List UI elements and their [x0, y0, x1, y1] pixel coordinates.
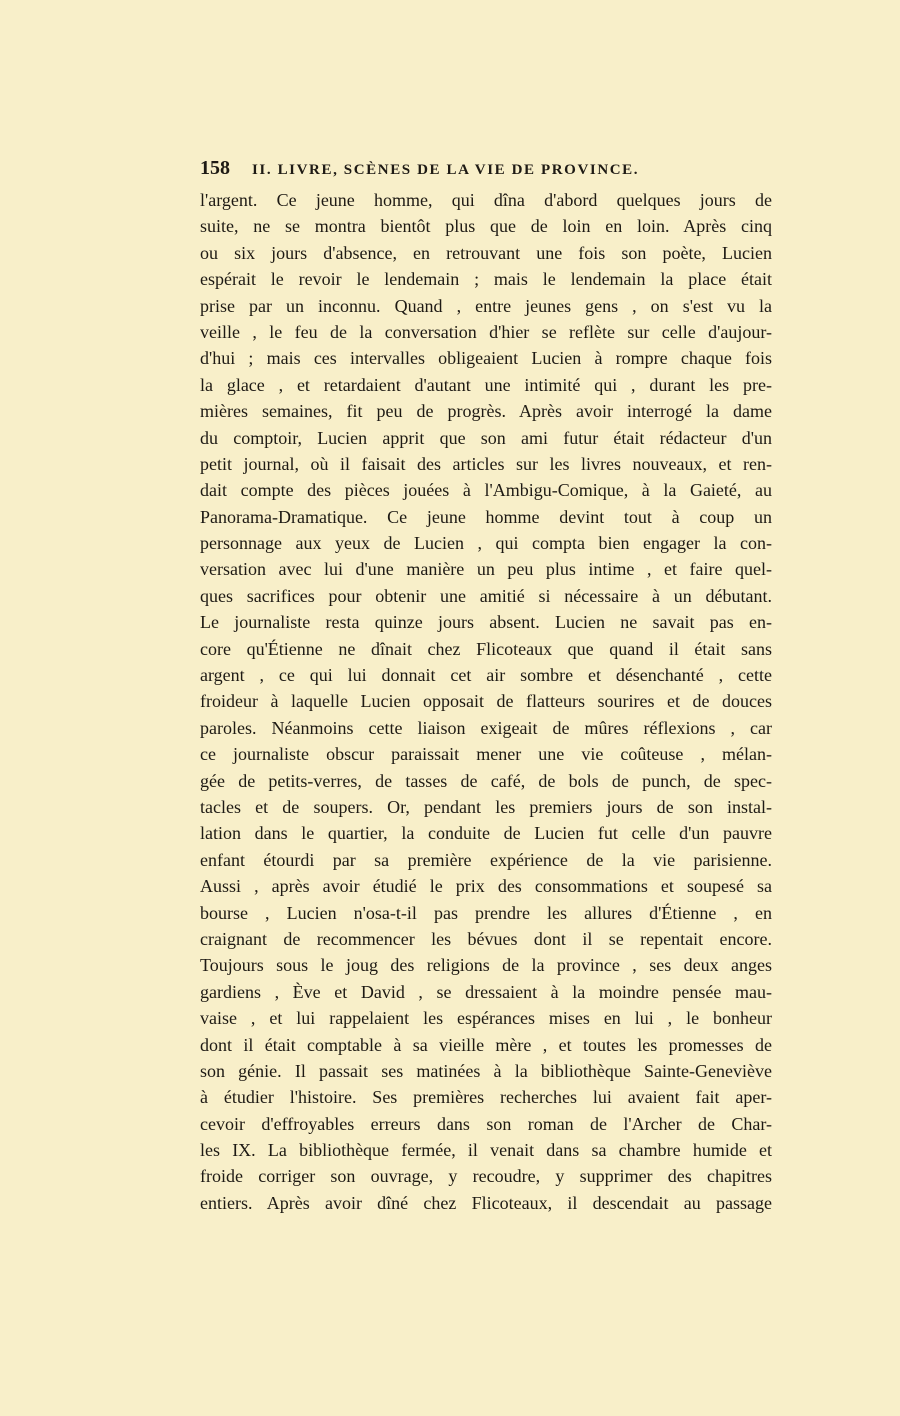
text-line: craignant de recommencer les bévues dont il se repentait encore.: [200, 928, 772, 949]
text-line: core qu'Étienne ne dînait chez Flicoteaux que quand il était sans: [200, 638, 772, 659]
text-line: froideur à laquelle Lucien opposait de flatteurs sourires et de douces: [200, 691, 772, 712]
text-line: Panorama-Dramatique. Ce jeune homme devint tout à coup un: [200, 506, 772, 527]
text-line: petit journal, où il faisait des articles sur les livres nouveaux, et ren-: [200, 453, 772, 474]
text-line: la glace , et retardaient d'autant une intimité qui , durant les pre-: [200, 374, 772, 395]
text-line: d'hui ; mais ces intervalles obligeaient Lucien à rompre chaque fois: [200, 348, 772, 369]
text-line: Toujours sous le joug des religions de la province , ses deux anges: [200, 955, 772, 976]
text-line: son génie. Il passait ses matinées à la bibliothèque Sainte-Geneviève: [200, 1060, 772, 1081]
text-line: enfant étourdi par sa première expérience de la vie parisienne.: [200, 849, 772, 870]
text-line: argent , ce qui lui donnait cet air sombre et désenchanté , cette: [200, 665, 772, 686]
text-line: à étudier l'histoire. Ses premières recherches lui avaient fait aper-: [200, 1087, 772, 1108]
running-header: [200, 157, 720, 183]
text-line: versation avec lui d'une manière un peu plus intime , et faire quel-: [200, 559, 772, 580]
text-line: ques sacrifices pour obtenir une amitié si nécessaire à un débutant.: [200, 585, 772, 606]
text-line: du comptoir, Lucien apprit que son ami futur était rédacteur d'un: [200, 427, 772, 448]
text-line: l'argent. Ce jeune homme, qui dîna d'abord quelques jours de: [200, 190, 772, 210]
text-line: Le journaliste resta quinze jours absent. Lucien ne savait pas en-: [200, 612, 772, 633]
running-title: II. LIVRE, SCÈNES DE LA VIE DE PROVINCE.: [252, 162, 640, 178]
text-line: les IX. La bibliothèque fermée, il venait dans sa chambre humide et: [200, 1140, 772, 1161]
text-line: paroles. Néanmoins cette liaison exigeait de mûres réflexions , car: [200, 717, 772, 738]
text-line: mières semaines, fit peu de progrès. Après avoir interrogé la dame: [200, 401, 772, 422]
text-line: prise par un inconnu. Quand , entre jeunes gens , on s'est vu la: [200, 295, 772, 316]
text-line: personnage aux yeux de Lucien , qui compta bien engager la con-: [200, 533, 772, 554]
text-line: cevoir d'effroyables erreurs dans son roman de l'Archer de Char-: [200, 1113, 772, 1134]
text-line: dont il était comptable à sa vieille mère , et toutes les promesses de: [200, 1034, 772, 1055]
text-line: gardiens , Ève et David , se dressaient à la moindre pensée mau-: [200, 981, 772, 1002]
body-text: [200, 187, 772, 1216]
text-line: veille , le feu de la conversation d'hier se reflète sur celle d'aujour-: [200, 321, 772, 342]
text-line: ou six jours d'absence, en retrouvant une fois son poète, Lucien: [200, 242, 772, 263]
text-line: froide corriger son ouvrage, y recoudre, y supprimer des chapitres: [200, 1166, 772, 1187]
text-line: Aussi , après avoir étudié le prix des consommations et soupesé sa: [200, 876, 772, 897]
text-line: bourse , Lucien n'osa-t-il pas prendre les allures d'Étienne , en: [200, 902, 772, 923]
text-line: ce journaliste obscur paraissait mener une vie coûteuse , mélan-: [200, 744, 772, 765]
text-line: suite, ne se montra bientôt plus que de loin en loin. Après cinq: [200, 216, 772, 237]
text-line: tacles et de soupers. Or, pendant les premiers jours de son instal-: [200, 796, 772, 817]
text-line: entiers. Après avoir dîné chez Flicoteaux, il descendait au passage: [200, 1192, 772, 1213]
text-line: dait compte des pièces jouées à l'Ambigu-Comique, à la Gaieté, au: [200, 480, 772, 501]
text-line: lation dans le quartier, la conduite de Lucien fut celle d'un pauvre: [200, 823, 772, 844]
text-line: espérait le revoir le lendemain ; mais le lendemain la place était: [200, 269, 772, 290]
text-line: vaise , et lui rappelaient les espérances mises en lui , le bonheur: [200, 1008, 772, 1029]
page-number: 158: [200, 157, 230, 179]
text-line: gée de petits-verres, de tasses de café, de bols de punch, de spec-: [200, 770, 772, 791]
